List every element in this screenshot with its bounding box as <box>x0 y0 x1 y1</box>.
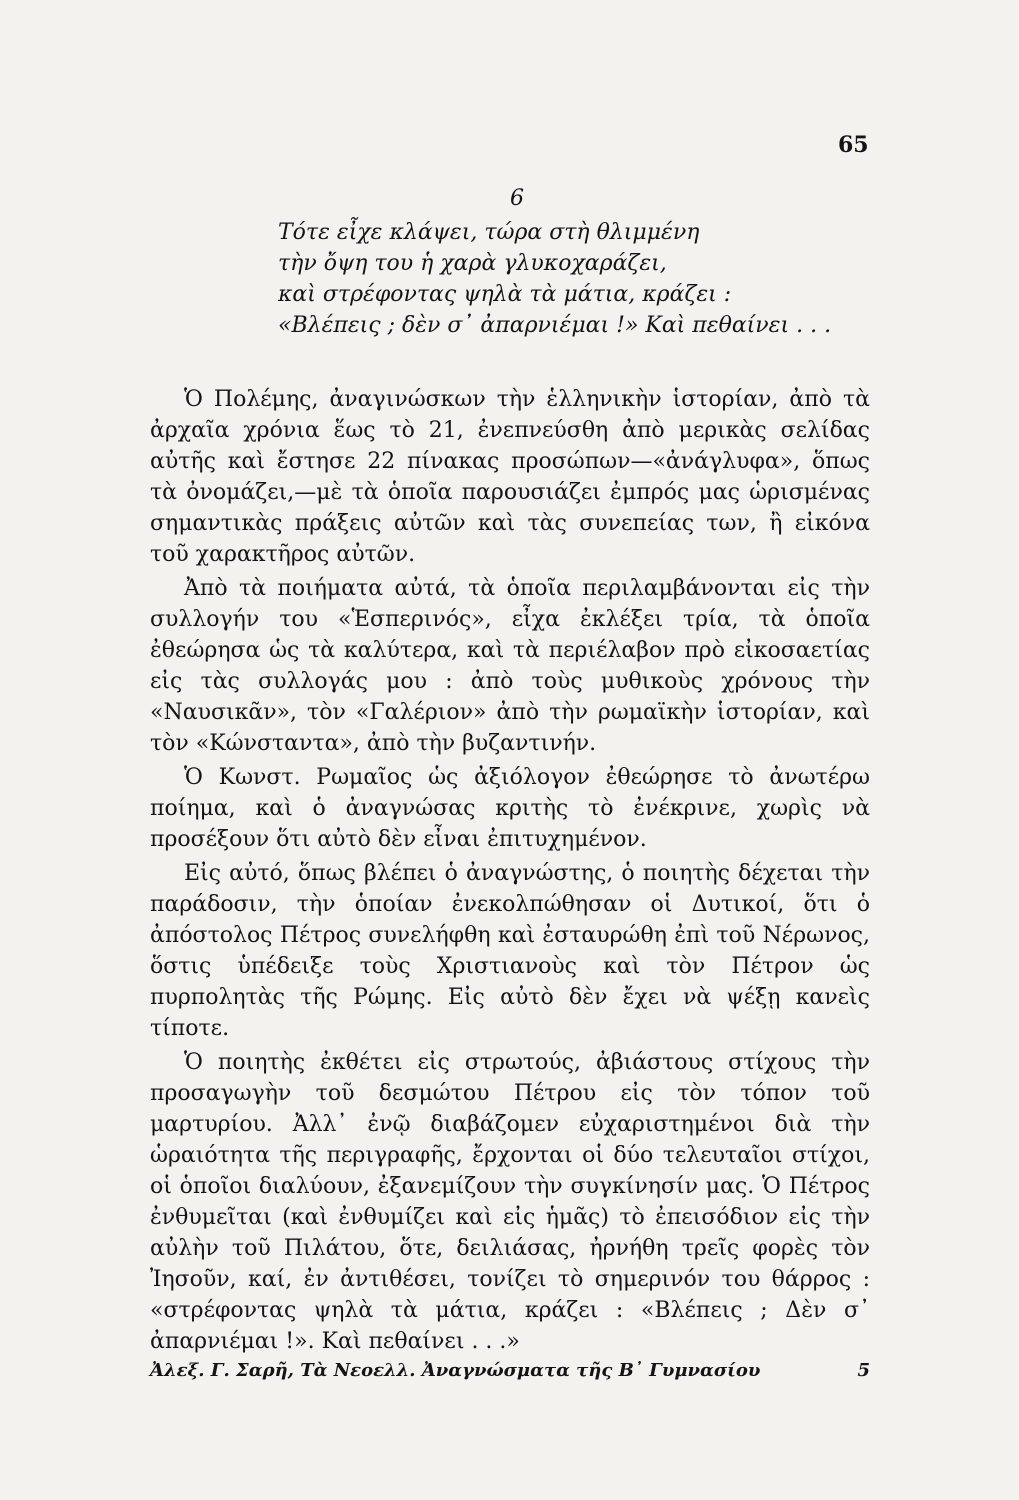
signature-mark: 5 <box>857 1360 870 1381</box>
paragraph: Ἀπὸ τὰ ποιήματα αὐτά, τὰ ὁποῖα περιλαμβάνονται εἰς τὴν συλλογήν του «Ἑσπερινός», εἶχα ἐκλέξει τρία, τὰ ὁποῖα ἐθεώρησα ὡς τὰ καλύτερα, καὶ τὰ περιέλαβον πρὸ εἰκοσαετίας εἰς τὰς συλλογάς μου : ἀπὸ τοὺς μυθικοὺς χρόνους τὴν «Ναυσικᾶν», τὸν «Γαλέριον» ἀπὸ τὴν ρωμαϊκὴν ἱστορίαν, καὶ τὸν «Κώνσταντα», ἀπὸ τὴν βυζαντινήν. <box>150 576 870 756</box>
poem-line: «Βλέπεις ; δὲν σ᾽ ἀπαρνιέμαι !» Καὶ πεθαίνει . . . <box>278 313 832 338</box>
poem <box>278 186 878 341</box>
body-text <box>150 384 870 1360</box>
page-number: 65 <box>838 132 869 158</box>
paragraph: Ὁ Πολέμης, ἀναγινώσκων τὴν ἑλληνικὴν ἱστορίαν, ἀπὸ τὰ ἀρχαῖα χρόνια ἕως τὸ 21, ἐνεπνεύσθη ἀπὸ μερικὰς σελίδας αὐτῆς καὶ ἔστησε 22 πίνακας προσώπων—«ἀνάγλυφα», ὅπως τὰ ὀνομάζει,—μὲ τὰ ὁποῖα παρουσιάζει ἐμπρός μας ὡρισμένας σημαντικὰς πράξεις αὐτῶν καὶ τὰς συνεπείας των, ἢ εἰκόνα τοῦ χαρακτῆρος αὐτῶν. <box>150 387 870 567</box>
poem-number: 6 <box>510 186 524 211</box>
poem-line: καὶ στρέφοντας ψηλὰ τὰ μάτια, κράζει : <box>278 282 732 307</box>
paragraph: Ὁ Κωνστ. Ρωμαῖος ὡς ἀξιόλογον ἐθεώρησε τὸ ἀνωτέρω ποίημα, καὶ ὁ ἀναγνώσας κριτὴς τὸ ἐνέκρινε, χωρὶς νὰ προσέξουν ὅτι αὐτὸ δὲν εἶναι ἐπιτυχημένον. <box>150 765 870 852</box>
footer-citation: Ἀλεξ. Γ. Σαρῆ, Τὰ Νεοελλ. Ἀναγνώσματα τῆς Β᾽ Γυμνασίου <box>150 1360 761 1381</box>
footer <box>150 1360 870 1381</box>
poem-line: τὴν ὄψη του ἡ χαρὰ γλυκοχαράζει, <box>278 251 667 276</box>
paragraph: Εἰς αὐτό, ὅπως βλέπει ὁ ἀναγνώστης, ὁ ποιητὴς δέχεται τὴν παράδοσιν, τὴν ὁποίαν ἐνεκολπώθησαν οἱ Δυτικοί, ὅτι ὁ ἀπόστολος Πέτρος συνελήφθη καὶ ἐσταυρώθη ἐπὶ τοῦ Νέρωνος, ὅστις ὑπέδειξε τοὺς Χριστιανοὺς καὶ τὸν Πέτρον ὡς πυρπολητὰς τῆς Ρώμης. Εἰς αὐτὸ δὲν ἔχει νὰ ψέξῃ κανεὶς τίποτε. <box>150 861 870 1041</box>
paragraph: Ὁ ποιητὴς ἐκθέτει εἰς στρωτούς, ἀβιάστους στίχους τὴν προσαγωγὴν τοῦ δεσμώτου Πέτρου εἰς τὸν τόπον τοῦ μαρτυρίου. Ἀλλ᾽ ἐνῷ διαβάζομεν εὐχαριστημένοι διὰ τὴν ὡραιότητα τῆς περιγραφῆς, ἔρχονται οἱ δύο τελευταῖοι στίχοι, οἱ ὁποῖοι διαλύουν, ἐξανεμίζουν τὴν συγκίνησίν μας. Ὁ Πέτρος ἐνθυμεῖται (καὶ ἐνθυμίζει καὶ εἰς ἡμᾶς) τὸ ἐπεισόδιον εἰς τὴν αὐλὴν τοῦ Πιλάτου, ὅτε, δειλιάσας, ἠρνήθη τρεῖς φορὲς τὸν Ἰησοῦν, καί, ἐν ἀντιθέσει, τονίζει τὸ σημερινόν του θάρρος : «στρέφοντας ψηλὰ τὰ μάτια, κράζει : «Βλέπεις ; Δὲν σ᾽ ἀπαρνιέμαι !». Καὶ πεθαίνει . . .» <box>150 1050 870 1354</box>
poem-line: Τότε εἶχε κλάψει, τώρα στὴ θλιμμένη <box>278 220 700 245</box>
